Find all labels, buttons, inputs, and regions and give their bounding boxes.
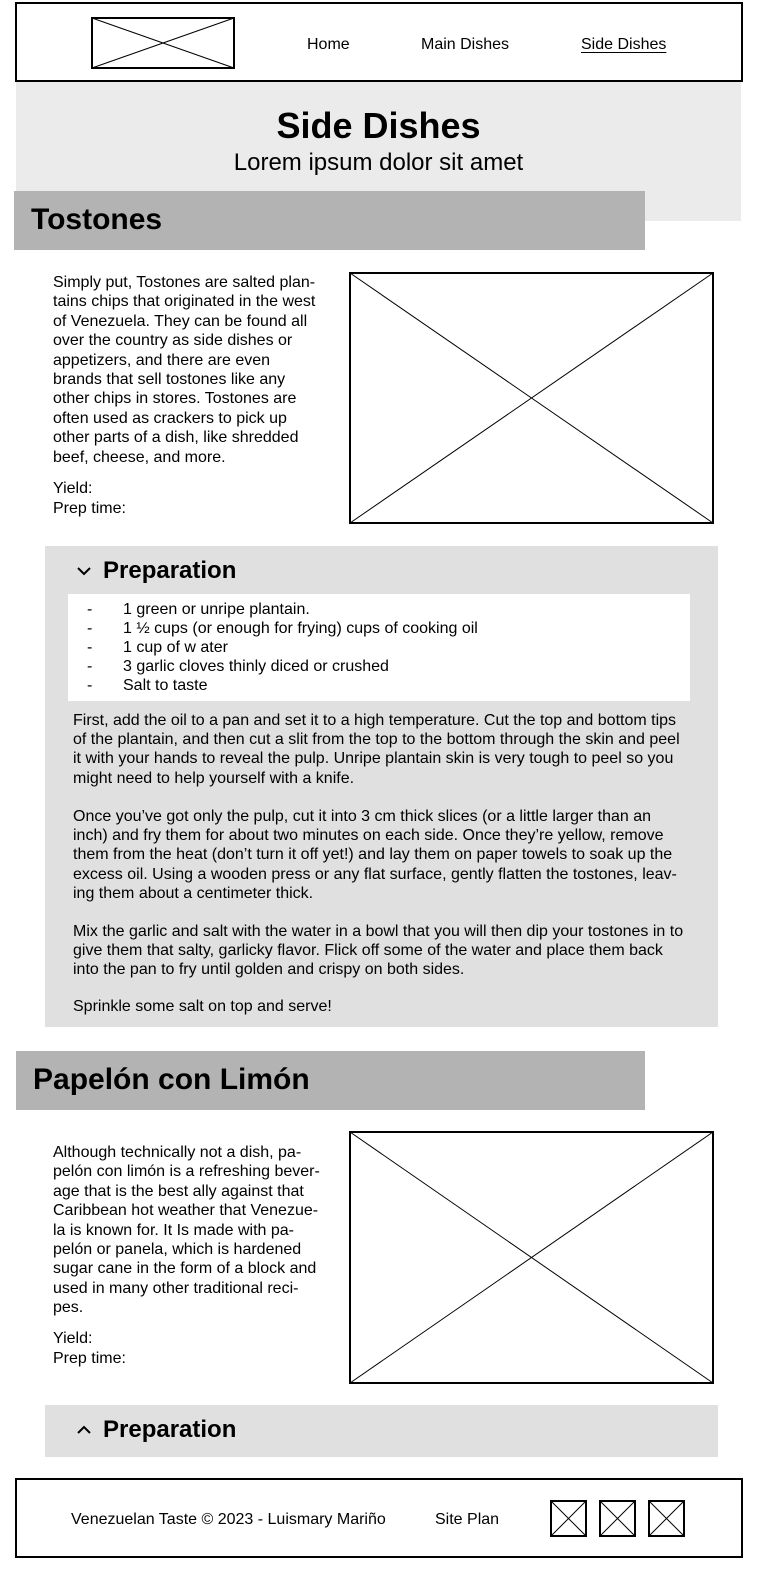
logo-placeholder-icon[interactable] (91, 17, 235, 69)
nav-side-dishes-link[interactable]: Side Dishes (581, 36, 667, 53)
recipe-title-banner (16, 1051, 645, 1110)
recipe-yield-label: Yield: (53, 480, 93, 497)
preparation-panel (45, 1405, 718, 1457)
nav-main-dishes-link[interactable]: Main Dishes (421, 36, 510, 53)
preparation-step: Mix the garlic and salt with the water in a bowl that you will then dip your tostones in to give them that salty, garlicky flavor. Flick off some of the water and place them back into the pan to fry until golden and crispy on both sides. (73, 923, 684, 979)
site-footer (15, 1478, 743, 1558)
site-header (15, 2, 743, 82)
page-title: Side Dishes (276, 105, 481, 146)
recipe-title-banner (14, 191, 645, 250)
social-placeholder-icon[interactable] (648, 1500, 685, 1537)
preparation-step: Once you’ve got only the pulp, cut it into 3 cm thick slices (or a little larger than an inch) and fry them for about two minutes on each side. Once they’re yellow, remove them from the heat (don’t turn it off yet!) and lay them on paper towels to soak up the excess oil. Using a wooden press or any flat surface, gently flatten the tostones, leaving them about a centimeter thick. (73, 808, 677, 902)
preparation-toggle[interactable] (73, 1415, 273, 1445)
recipe-yield-label: Yield: (53, 1330, 93, 1347)
recipe-image-placeholder-icon (349, 272, 714, 524)
chevron-up-icon (76, 1424, 92, 1436)
site-plan-link[interactable]: Site Plan (435, 1511, 500, 1528)
recipe-prep-time-label: Prep time: (53, 1350, 126, 1367)
preparation-label: Preparation (103, 557, 237, 584)
recipe-prep-time-label: Prep time: (53, 500, 126, 517)
nav-home-link[interactable]: Home (307, 36, 350, 53)
social-placeholder-icon[interactable] (550, 1500, 587, 1537)
recipe-description: Simply put, Tostones are salted plantains chips that originated in the west of Venezuela. They can be found all over the country as side dishes or appetizers, and there are even brands that sell tostones like any other chips in stores. Tostones are often used as crackers to pick up other parts of a dish, like shredded beef, cheese, and more. (53, 274, 316, 466)
recipe-description: Although technically not a dish, papelón con limón is a refreshing beverage that is the best ally against that Caribbean hot weather that Venezuela is known for. It Is made with papelón or panela, which is hardened sugar cane in the form of a block and used in many other traditional recipes. (53, 1144, 320, 1317)
preparation-toggle[interactable] (73, 556, 273, 586)
recipe-title: Tostones (31, 203, 163, 236)
social-placeholder-icon[interactable] (599, 1500, 636, 1537)
chevron-down-icon (76, 565, 92, 577)
footer-copyright: Venezuelan Taste © 2023 - Luismary Mariño (71, 1511, 386, 1528)
recipe-title: Papelón con Limón (33, 1063, 310, 1096)
page-subtitle: Lorem ipsum dolor sit amet (233, 149, 524, 176)
preparation-panel (45, 546, 718, 1027)
recipe-image-placeholder-icon (349, 1131, 714, 1384)
preparation-step: First, add the oil to a pan and set it to a high temperature. Cut the top and bottom tips of the plantain, and then cut a slit from the top to the bottom through the skin and peel it with your hands to reveal the pulp. Unripe plantain skin is very tough to peel so you might need to help yourself with a knife. (73, 712, 680, 787)
preparation-label: Preparation (103, 1416, 237, 1443)
ingredients-list: - 1 green or unripe plantain. - 1 ½ cups (or enough for frying) cups of cooking oil - 1 cup of w ater - 3 garlic cloves thinly diced or crushed - Salt to taste (68, 594, 690, 701)
preparation-step: Sprinkle some salt on top and serve! (73, 998, 332, 1015)
